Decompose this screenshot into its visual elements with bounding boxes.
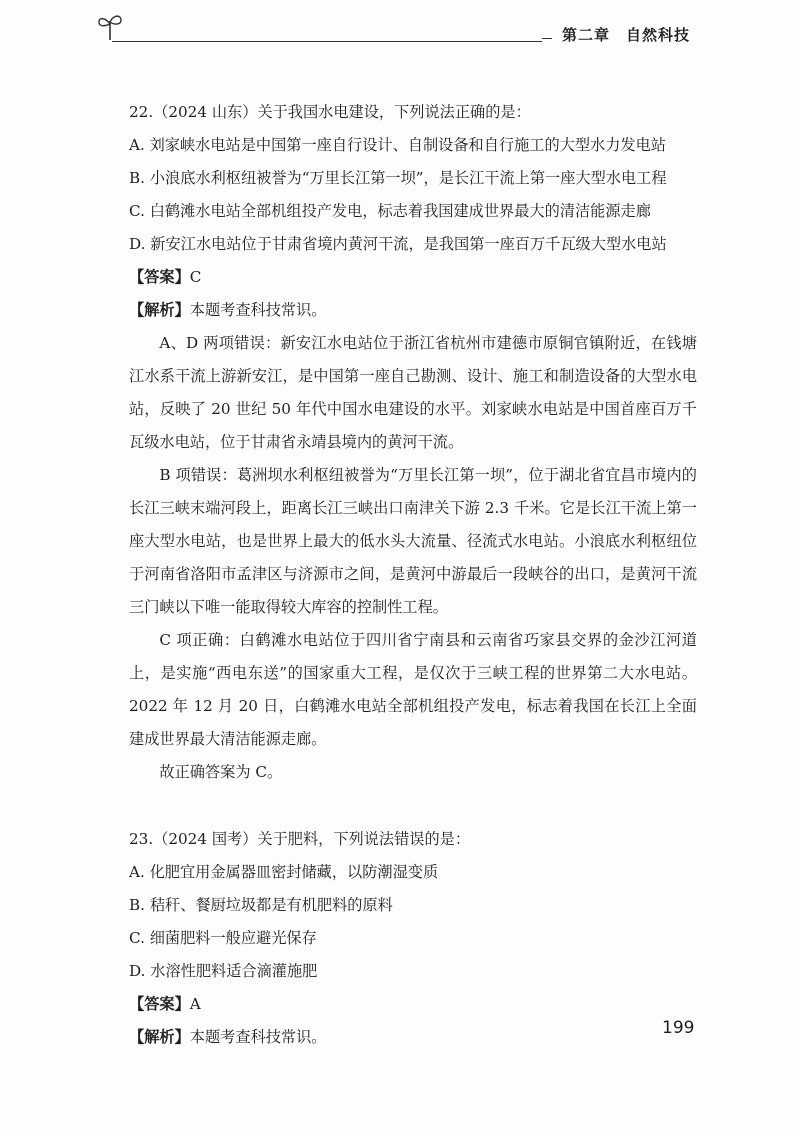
answer-value: C [189,268,202,286]
question-23-option-a: A. 化肥宜用金属器皿密封储藏，以防潮湿变质 [129,863,439,881]
question-22-stem: 22.（2024 山东）关于我国水电建设，下列说法正确的是： [129,103,531,121]
header-rule [112,41,542,42]
analysis-conclusion: 故正确答案为 C。 [159,763,283,781]
sprout-icon [96,12,124,42]
question-gap [129,789,697,823]
question-23-option-c: C. 细菌肥料一般应避光保存 [129,929,317,947]
analysis-paragraph-ad: A、D 两项错误：新安江水电站位于浙江省杭州市建德市原铜官镇附近，在钱塘江水系干流上游新安江，是中国第一座自己勘测、设计、施工和制造设备的大型水电站，反映了 20 世纪 50 年代中国水电建设的水平。刘家峡水电站是中国首座百万千瓦级水电站，位于甘肃省永靖县境内的黄河干流。 [129,334,697,451]
answer-value: A [189,995,201,1013]
question-23-option-b: B. 秸秆、餐厨垃圾都是有机肥料的原料 [129,896,393,914]
analysis-label: 【解析】 [129,301,190,319]
header-rule-dash [542,38,552,39]
question-23-analysis [129,1021,697,1054]
question-23-option-d: D. 水溶性肥料适合滴灌施肥 [129,962,318,980]
question-22-option-b: B. 小浪底水利枢纽被誉为“万里长江第一坝”，是长江干流上第一座大型水电工程 [129,169,667,187]
analysis-paragraph-b: B 项错误：葛洲坝水利枢纽被誉为“万里长江第一坝”，位于湖北省宜昌市境内的长江三峡末端河段上，距离长江三峡出口南津关下游 2.3 千米。它是长江干流上第一座大型水电站，也是世界上最大的低水头大流量、径流式水电站。小浪底水利枢纽位于河南省洛阳市孟津区与济源市之间，是黄河中游最后一段峡谷的出口，是黄河干流三门峡以下唯一能取得较大库容的控制性工程。 [129,466,697,616]
question-23-stem: 23.（2024 国考）关于肥料，下列说法错误的是： [129,830,471,848]
page-content [129,96,697,1054]
question-22-analysis [129,294,697,327]
question-22-answer [129,261,697,294]
question-23-answer [129,988,697,1021]
answer-label: 【答案】 [129,268,190,286]
question-22-option-c: C. 白鹤滩水电站全部机组投产发电，标志着我国建成世界最大的清洁能源走廊 [129,202,651,220]
question-22-option-a: A. 刘家峡水电站是中国第一座自行设计、自制设备和自行施工的大型水力发电站 [129,136,666,154]
running-header [0,0,800,60]
analysis-paragraph-c: C 项正确：白鹤滩水电站位于四川省宁南县和云南省巧家县交界的金沙江河道上，是实施“西电东送”的国家重大工程，是仅次于三峡工程的世界第二大水电站。2022 年 12 月 20 日，白鹤滩水电站全部机组投产发电，标志着我国在长江上全面建成世界最大清洁能源走廊。 [129,631,697,748]
chapter-title [562,24,706,45]
page-number: 199 [662,1018,695,1038]
chapter-section: 自然科技 [626,26,691,44]
question-22-option-d: D. 新安江水电站位于甘肃省境内黄河干流，是我国第一座百万千瓦级大型水电站 [129,235,667,253]
analysis-text: 本题考查科技常识。 [189,301,327,319]
chapter-number: 第二章 [562,26,611,44]
analysis-label: 【解析】 [129,1028,190,1046]
analysis-text: 本题考查科技常识。 [189,1028,327,1046]
answer-label: 【答案】 [129,995,190,1013]
